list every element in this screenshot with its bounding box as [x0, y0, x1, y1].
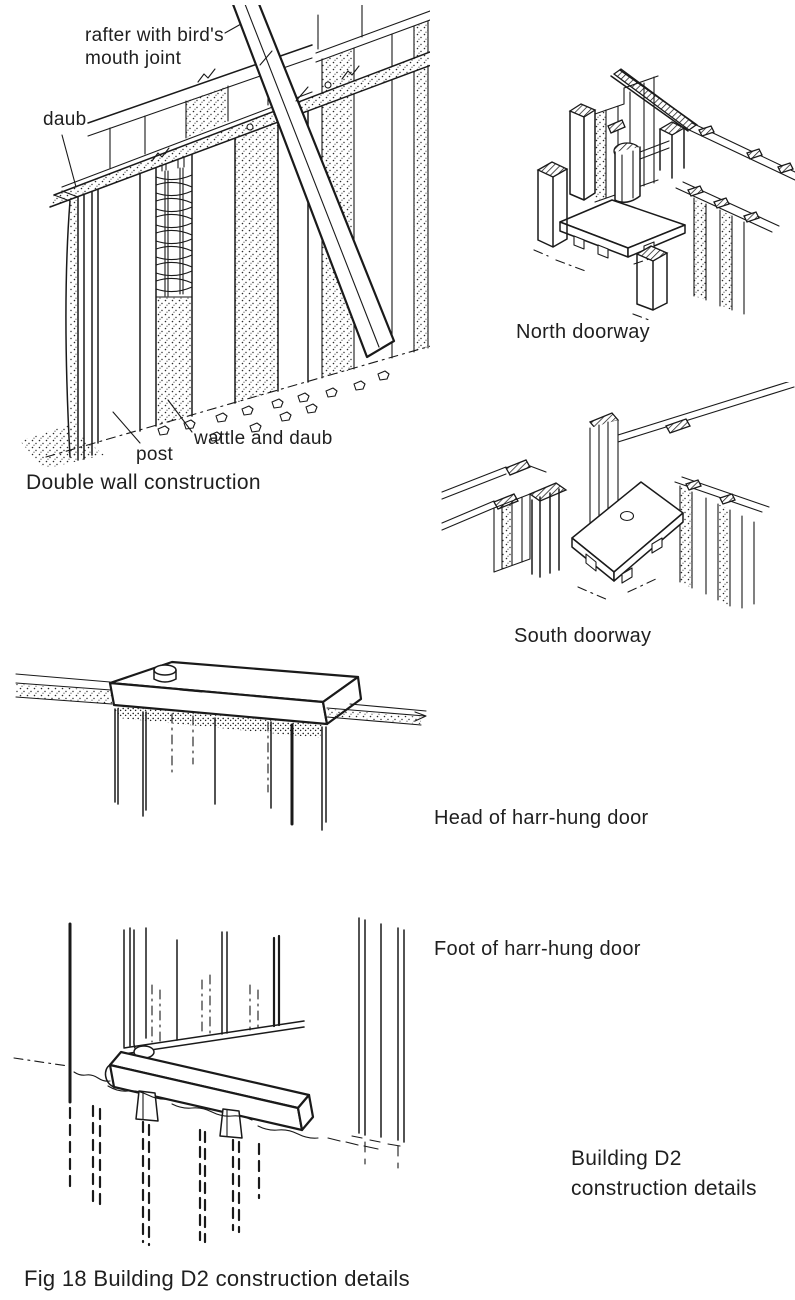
double-wall-construction-drawing [10, 5, 430, 467]
front-right-post [633, 246, 667, 320]
leader-lines [62, 24, 241, 443]
corner-note [571, 1144, 757, 1204]
back-left-post [570, 104, 595, 200]
front-left-post [534, 162, 567, 256]
corner-note-line2: construction details [571, 1177, 757, 1200]
daub-annotation: daub [43, 109, 87, 130]
double-wall-title: Double wall construction [26, 471, 261, 494]
wattle-panel [156, 152, 192, 426]
north-doorway-drawing [448, 48, 795, 350]
threshold-slab [556, 200, 685, 272]
door-planks [124, 928, 304, 1054]
left-wall [494, 494, 530, 572]
rafter-annotation [85, 25, 224, 71]
harr-post [134, 928, 154, 1058]
north-doorway-title: North doorway [516, 321, 650, 343]
south-doorway-drawing [428, 382, 795, 622]
wall-planks-left-section [98, 108, 308, 443]
head-of-door-title: Head of harr-hung door [434, 807, 649, 829]
rafter-annotation-line1: rafter with bird's [85, 25, 224, 46]
post-annotation: post [136, 444, 174, 465]
corner-note-line1: Building D2 [571, 1147, 682, 1170]
rafter-annotation-line2: mouth joint [85, 47, 182, 69]
south-doorway-title: South doorway [514, 625, 652, 647]
right-wall-planks [352, 918, 404, 1168]
central-post [614, 143, 640, 202]
foot-of-harr-hung-door-drawing [12, 890, 422, 1248]
left-wall-plate [16, 674, 112, 704]
double-wall-left-edge [20, 191, 104, 467]
central-jamb [530, 483, 566, 577]
foot-of-door-title: Foot of harr-hung door [434, 938, 641, 960]
threshold-platform [572, 482, 683, 600]
figure-caption: Fig 18 Building D2 construction details [24, 1266, 410, 1291]
right-hanging-planks [680, 486, 754, 608]
head-of-harr-hung-door-drawing [12, 652, 437, 837]
wattle-and-daub-annotation: wattle and daub [194, 428, 333, 449]
